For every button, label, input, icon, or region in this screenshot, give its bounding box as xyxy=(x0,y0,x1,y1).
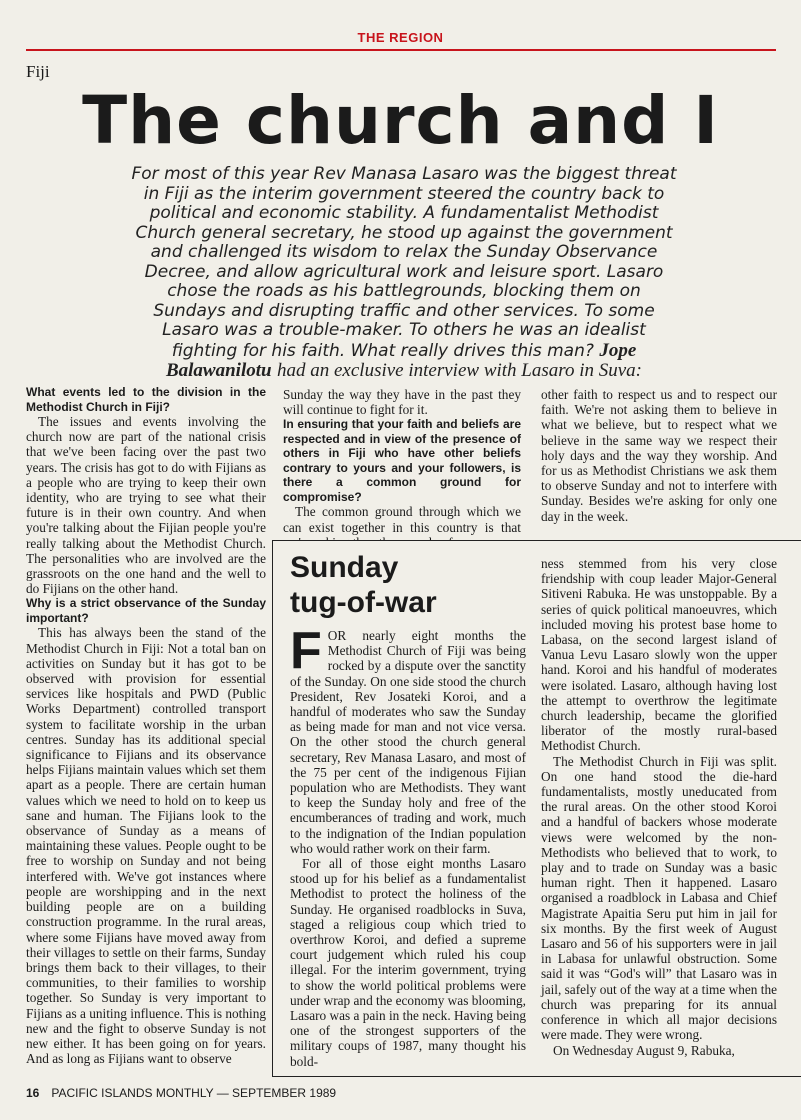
section-heading: THE REGION xyxy=(357,30,444,45)
interview-column-2 xyxy=(283,387,521,550)
magazine-credit: PACIFIC ISLANDS MONTHLY — SEPTEMBER 1989 xyxy=(51,1086,337,1100)
answer: The issues and events involving the church now are part of the national crisis that we've been facing over the past two years. The crisis has got to do with Fijians as a people who are trying to keep their own identity, who are trying to see what their future is in their own country. And when you're talking about the Fijian people you're really talking about the Methodist Church. The personalities who are involved are the grassroots on the one hand and the well to do Fijians on the other hand. xyxy=(26,414,266,597)
standfirst-body: For most of this year Rev Manasa Lasaro was the biggest threat in Fiji as the interim government steered the country back to political and economic stability. A fundamentalist Methodist Church general secretary, he stood up against the government and challenged its wisdom to relax the Sunday Observance Decree, and allow agricultural work and leisure sport. Lasaro chose the roads as his battlegrounds, blocking them on Sundays and disrupting traffic and other services. To some Lasaro was a trouble-maker. To others he was an idealist fighting for his faith. What really drives this man? xyxy=(131,164,677,361)
standfirst-tail: had an exclusive interview with Lasaro in Suva: xyxy=(277,360,642,381)
answer-continued: other faith to respect us and to respect our faith. We're not asking them to believe in what we believe, but to respect what we believe in the same way we respect their holy days and the way they worship. And for us as Methodist Christians we ask them to observe Sunday and not to interfere with Sunday. Besides we're asking for only one day in the week. xyxy=(541,387,777,524)
question: Why is a strict observance of the Sunday important? xyxy=(26,596,266,625)
standfirst xyxy=(130,165,678,382)
drop-cap: F xyxy=(290,622,322,680)
answer: This has always been the stand of the Methodist Church in Fiji: Not a total ban on activities on Sunday but it has got to be observed with provision for essential services like hospitals and PWD (Public Works Department) controlled transport system to facilitate worship in the urban centres. Sunday has its additional special significance to Fijians and its observance helps Fijians maintain values which set them apart as a people. There are certain human values which we need to hold on to keep us sane and human. The Fijians look to the observance of Sunday as a means of maintaining these values. People ought to be free to worship on Sunday and not being interfered with. We've got instances where people are worshipping and in the next building people are on a building construction programme. In the rural areas, where some Fijians have moved away from their villages to settle on their farms, Sunday brings them back to their villages, to their communities, to their families to worship together. So Sunday is very important to Fijians as a uniting influence. This is nothing new and the fight to observe Sunday is not new either. It has been going on for years. And as long as Fijians want to observe xyxy=(26,625,266,1067)
sidebar-paragraph: FOR nearly eight months the Methodist Church of Fiji was being rocked by a dispute over the sanctity of the Sunday. On one side stood the church President, Rev Josateki Koroi, and a handful of moderates who saw the Sunday as being made for man and not vice versa. On the other stood the church general secretary, Rev Manasa Lasaro, and most of the 75 per cent of the indigenous Fijian population who are Methodists. They want to keep the Sunday holy and free of the encumberances of trading and work, much to the indignation of the Indian population who would rather work on their farm. xyxy=(290,622,526,856)
sidebar-paragraph: The Methodist Church in Fiji was split. On one hand stood the die-hard fundamentalists, mostly uneducated from the rural areas. On the other stood Koroi and a handful of backers whose moderate views were welcomed by the non-Methodists who believed that to work, to play and to trade on Sunday was a basic human right. Then it happened. Lasaro organised a roadblock in Labasa and Chief Magistrate Apaitia Seru put him in jail for six months. By the first week of August Lasaro and 56 of his supporters were in jail in Labasa for unlawful obstruction. Some said it was “God's will” that Lasaro was in jail, safely out of the way at a time when the church was preparing for its annual conference in which all major decisions were made. They were wrong. xyxy=(541,753,777,1043)
sidebar-paragraph: For all of those eight months Lasaro stood up for his belief as a fundamentalist Methodist to protect the holiness of the Sunday. He organised roadblocks in Suva, staged a religious coup which tried to overthrow Koroi, and defied a supreme court judgement which ruled his coup illegal. For the interim government, trying to show the world political problems were under wrap and the economy was blooming, Lasaro was a pain in the neck. Having being one of the strongest supporters of the military coups of 1987, many thought his bold- xyxy=(290,856,526,1069)
kicker: Fiji xyxy=(26,62,50,81)
section-rule xyxy=(26,49,776,51)
answer-continued: Sunday the way they have in the past they will continue to fight for it. xyxy=(283,387,521,418)
interview-column-1 xyxy=(26,385,266,1066)
question: What events led to the division in the Methodist Church in Fiji? xyxy=(26,385,266,414)
sidebar-title: Sunday tug-of-war xyxy=(290,551,437,619)
page-footer xyxy=(26,1086,336,1100)
interview-column-3 xyxy=(541,387,777,524)
sidebar-column-1 xyxy=(290,622,526,1069)
headline: The church and I xyxy=(82,82,719,159)
sidebar-paragraph: On Wednesday August 9, Rabuka, xyxy=(553,1042,735,1058)
byline: Jope Balawanilotu xyxy=(165,339,637,381)
page-number: 16 xyxy=(26,1086,40,1100)
sidebar-paragraph: ness stemmed from his very close friendship with coup leader Major-General Sitiveni Rabuka. He was unstoppable. By a series of quick political manoeuvres, which included moving his protest base home to Labasa, on the second largest island of Vanua Levu Lasaro slowly won the upper hand. Koroi and his handful of moderates were isolated. Lasaro, although having lost the attempt to overthrow the legitimate church leadership, became the glorified liberator of the mostly rural-based Methodist Church. xyxy=(541,556,777,754)
sidebar-column-2 xyxy=(541,556,777,1058)
question: In ensuring that your faith and beliefs are respected and in view of the presence of others in Fiji who have other beliefs contrary to yours and your followers, is there a common ground for compromise? xyxy=(283,417,521,504)
answer: The common ground through which we can exist together in this country is that xyxy=(283,504,521,535)
